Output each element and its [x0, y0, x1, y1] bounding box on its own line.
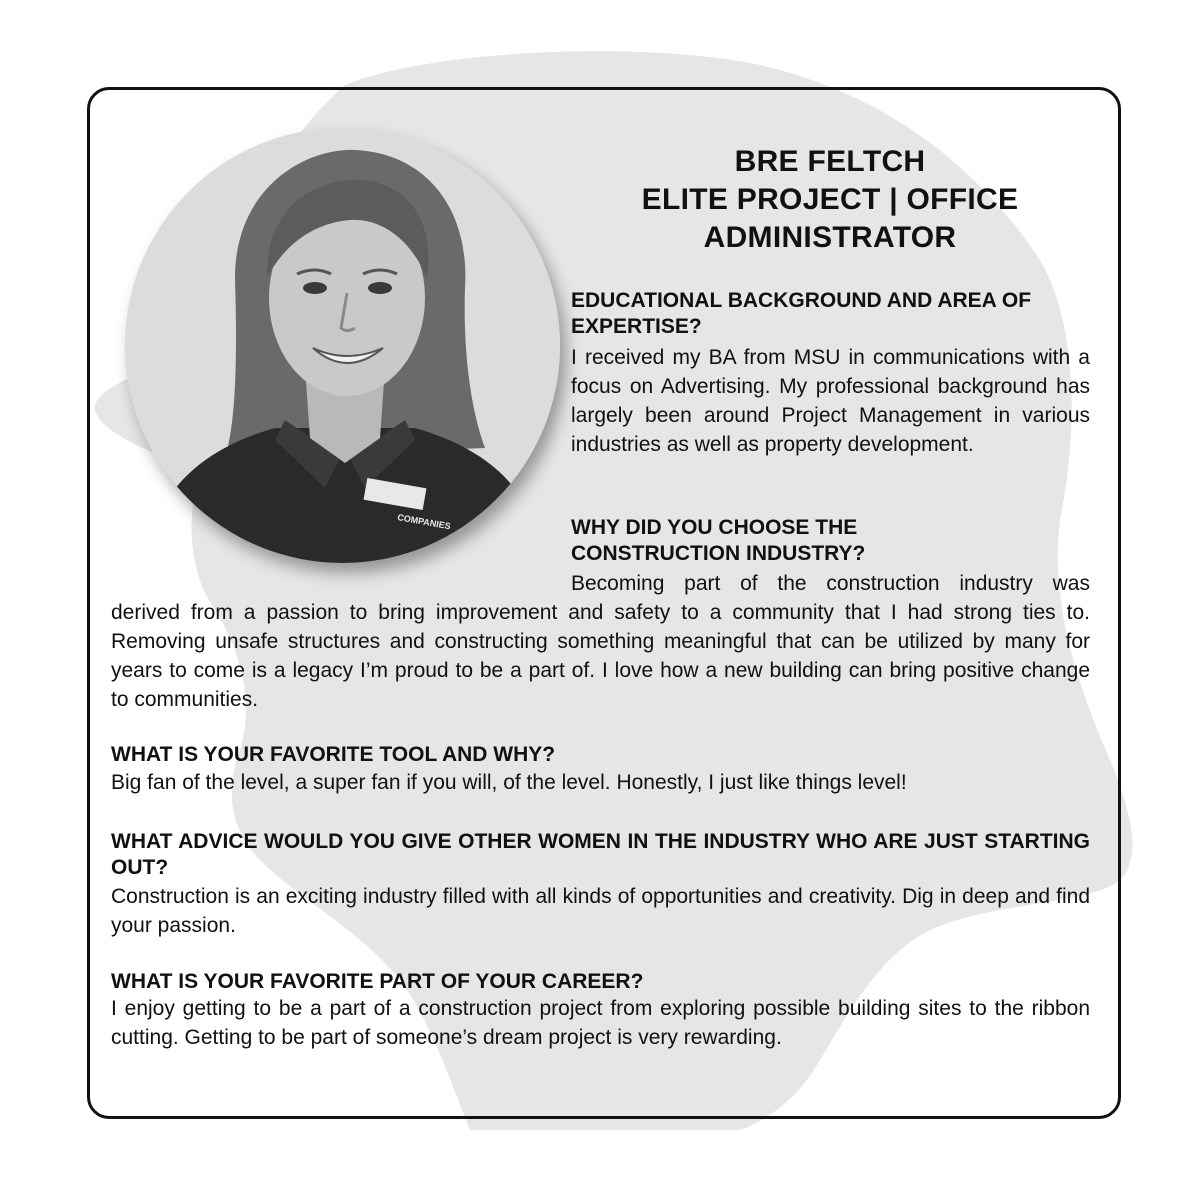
- question-why-construction-line1: WHY DID YOU CHOOSE THE: [571, 516, 858, 539]
- question-education: EDUCATIONAL BACKGROUND AND AREA OF EXPERTISE?: [571, 289, 1032, 338]
- question-why-construction-line2: CONSTRUCTION INDUSTRY?: [571, 542, 866, 565]
- answer-why-construction: derived from a passion to bring improvement and safety to a community that I had strong ties to. Removing unsafe structures and constructing something meaningful that can be utilized by many for years to come is a legacy I’m proud to be a part of. I love how a new building can bring positive change to communities.: [111, 601, 1090, 711]
- role-line-2: ADMINISTRATOR: [703, 221, 957, 254]
- answer-why-construction-line1: Becoming part of the construction industry was: [571, 572, 1090, 595]
- question-advice: WHAT ADVICE WOULD YOU GIVE OTHER WOMEN IN THE INDUSTRY WHO ARE JUST STARTING OUT?: [111, 830, 1090, 879]
- answer-favorite-tool: Big fan of the level, a super fan if you will, of the level. Honestly, I just like things level!: [111, 771, 907, 794]
- role-line-1: ELITE PROJECT | OFFICE: [641, 183, 1019, 216]
- answer-education: I received my BA from MSU in communications with a focus on Advertising. My professional background has largely been around Project Management in various industries as well as property development.: [571, 346, 1090, 456]
- portrait-illustration: [125, 128, 560, 563]
- person-name: BRE FELTCH: [734, 145, 926, 178]
- profile-header: [570, 143, 1090, 257]
- logo-text: COMPANIES: [396, 512, 452, 532]
- profile-photo: [125, 128, 560, 563]
- answer-favorite-part: I enjoy getting to be a part of a construction project from exploring possible building sites to the ribbon cutting. Getting to be part of someone’s dream project is very rewarding.: [111, 997, 1090, 1049]
- question-favorite-tool: WHAT IS YOUR FAVORITE TOOL AND WHY?: [111, 743, 556, 766]
- question-why-construction: [571, 515, 1091, 567]
- question-favorite-part: WHAT IS YOUR FAVORITE PART OF YOUR CAREER?: [111, 970, 644, 993]
- answer-advice: Construction is an exciting industry filled with all kinds of opportunities and creativity. Dig in deep and find your passion.: [111, 885, 1090, 937]
